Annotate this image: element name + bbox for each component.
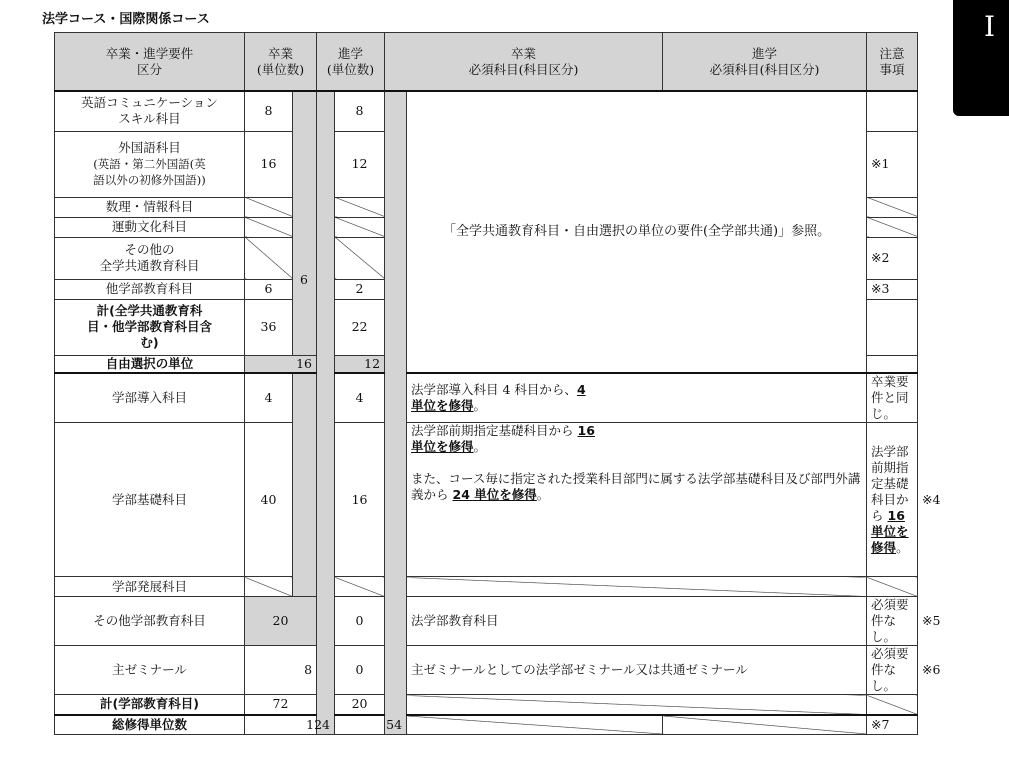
grad-total-bar [317,91,335,735]
common-requirements-ref: 「全学共通教育科目・自由選択の単位の要件(全学部共通)」参照。 [407,91,867,373]
grad-required: 法学部前期指定基礎科目から 16 単位を修得。 また、コース毎に指定された授業科目部門に属する法学部基礎科目及び部門外講義から 24 単位を修得。 [407,423,867,577]
grad-required-na [407,695,867,715]
adv-credits: 16 [335,423,385,577]
chapter-tab [953,0,1009,116]
grad-credits: 124 [245,715,335,735]
note-cell [867,355,918,373]
row-label: 総修得単位数 [55,715,245,735]
note-cell [867,91,918,131]
row-label: 外国語科目 (英語・第二外国語(英 語以外の初修外国語)) [55,131,245,197]
header-category: 卒業・進学要件 区分 [55,33,245,92]
adv-credits: 22 [335,299,385,355]
grad-credits: 4 [245,373,293,423]
grad-subtotal-bar [293,91,317,355]
grad-required-na [407,715,663,735]
header-graduation-required: 卒業 必須科目(科目区分) [385,33,663,92]
grad-credits: 6 [245,279,293,299]
adv-credits: 20 [335,695,385,715]
row-label: 数理・情報科目 [55,197,245,217]
grad-credits: 16 [245,131,293,197]
note-cell: ※7 [867,715,918,735]
adv-credits-na [335,577,385,597]
row-label: 学部導入科目 [55,373,245,423]
grad-required: 法学部導入科目 4 科目から、4 単位を修得。 [407,373,867,423]
grad-credits-na [245,577,293,597]
adv-credits: 0 [335,597,385,646]
adv-required: 法学部前期指定基礎科目から 16 単位を修得。 [867,423,918,577]
requirements-table [54,32,941,735]
adv-credits-na [335,217,385,237]
grad-faculty-bar [293,373,317,597]
header-notes: 注意 事項 [867,33,918,92]
adv-credits-na [335,197,385,217]
grad-credits-na [245,197,293,217]
grad-required: 法学部教育科目 [407,597,867,646]
row-faculty-basic: 学部基礎科目 40 16 法学部前期指定基礎科目から 16 単位を修得。 また、コース毎に指定された授業科目部門に属する法学部基礎科目及び部門外講義から 24 単位を修得。 法学部前期指定基礎科目から 16 単位を修得。 ※4 [55,423,918,577]
adv-credits: 12 [335,131,385,197]
row-main-seminar: 主ゼミナール 8 0 主ゼミナールとしての法学部ゼミナール又は共通ゼミナール 必須要件なし。 ※6 [55,646,918,695]
adv-credits: 8 [335,91,385,131]
row-other-faculty-edu: その他学部教育科目 20 0 法学部教育科目 必須要件なし。 ※5 [55,597,918,646]
note-na [867,197,918,217]
header-row [55,33,918,92]
row-subtotal-faculty [55,695,918,715]
other-common-subtotal: 6 [300,272,308,287]
grad-credits: 20 [245,597,317,646]
row-label: 他学部教育科目 [55,279,245,299]
grad-required: 主ゼミナールとしての法学部ゼミナール又は共通ゼミナール [407,646,867,695]
adv-credits: 2 [335,279,385,299]
row-label: 学部基礎科目 [55,423,245,577]
row-label: 計(学部教育科目) [55,695,245,715]
header-advancement-required: 進学 必須科目(科目区分) [663,33,867,92]
note-cell [867,299,918,355]
row-label: 計(全学共通教育科 目・他学部教育科目含 む) [55,299,245,355]
adv-credits: 4 [335,373,385,423]
row-label: その他学部教育科目 [55,597,245,646]
adv-credits: 54 [335,715,407,735]
row-label: 主ゼミナール [55,646,245,695]
adv-total-bar [385,91,407,735]
grad-credits: 40 [245,423,293,577]
grad-required-na [407,577,867,597]
header-graduation-credits: 卒業 (単位数) [245,33,317,92]
adv-credits: 0 [335,646,385,695]
grad-credits-na [245,237,293,279]
adv-required: 卒業要件と同じ。 [867,373,918,423]
note-cell: ※1 [867,131,918,197]
row-total-credits [55,715,918,735]
grad-credits: 8 [245,646,317,695]
grad-credits: 8 [245,91,293,131]
row-english-skills [55,91,918,131]
adv-required: 必須要件なし。 [867,597,918,646]
adv-required: 必須要件なし。 [867,646,918,695]
row-label: 自由選択の単位 [55,355,245,373]
grad-credits: 16 [245,355,317,373]
note-na [867,217,918,237]
row-faculty-advanced [55,577,918,597]
note-cell: ※2 [867,237,918,279]
chapter-tab-label: I [983,10,995,43]
adv-required-na [867,695,918,715]
grad-credits: 72 [245,695,317,715]
row-label: その他の 全学共通教育科目 [55,237,245,279]
section-heading: 法学コース・国際関係コース [42,12,210,27]
row-label: 運動文化科目 [55,217,245,237]
grad-credits-na [245,217,293,237]
row-faculty-intro [55,373,918,423]
adv-required-na [663,715,867,735]
header-advancement-credits: 進学 (単位数) [317,33,385,92]
row-label: 英語コミュニケーション スキル科目 [55,91,245,131]
adv-credits: 12 [335,355,385,373]
grad-credits: 36 [245,299,293,355]
row-label: 学部発展科目 [55,577,245,597]
adv-required-na [867,577,918,597]
adv-credits-na [335,237,385,279]
note-cell: ※3 [867,279,918,299]
